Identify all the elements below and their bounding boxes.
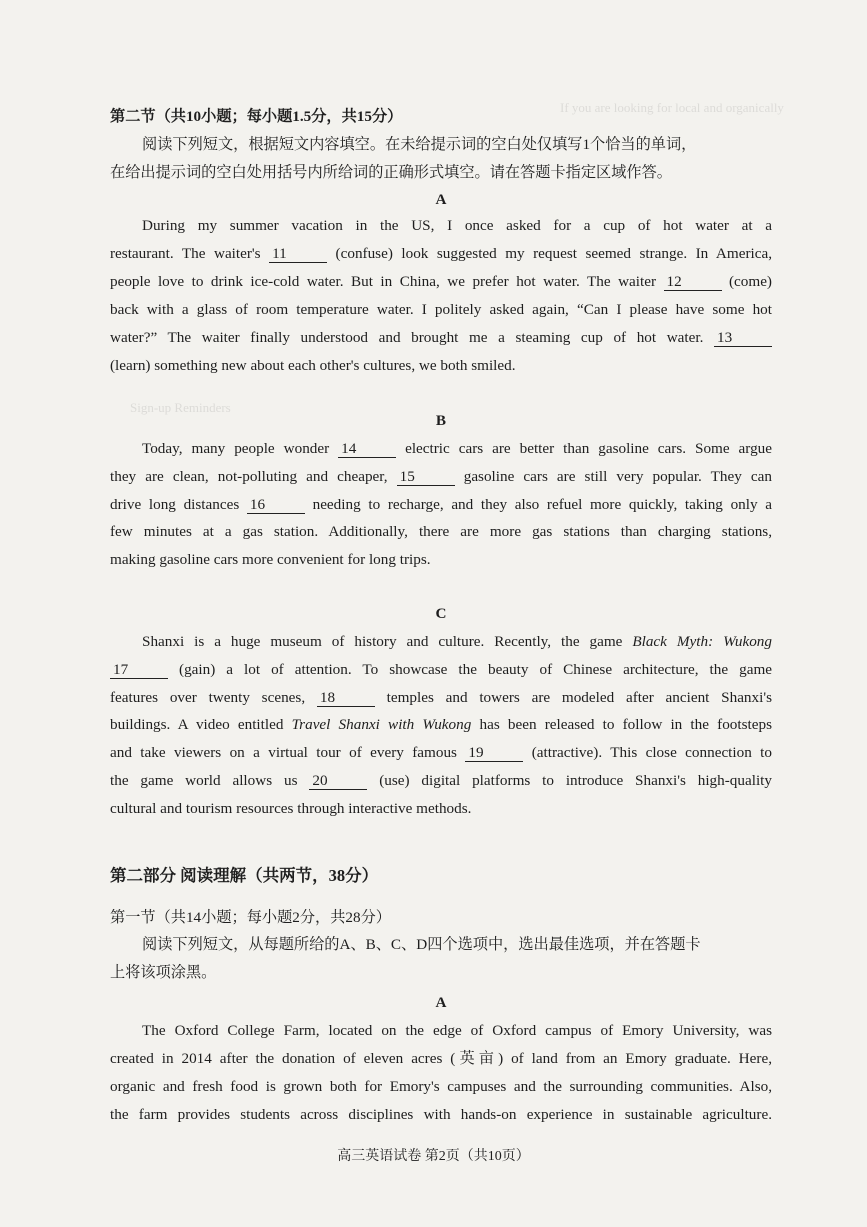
passage-line: Shanxi is a huge museum of history and culture. Recently, the game Black Myth: Wukong	[142, 633, 772, 650]
page-footer: 高三英语试卷 第2页（共10页）	[337, 1149, 530, 1164]
blank-15: 15	[397, 468, 455, 486]
passage-label: B	[435, 412, 447, 429]
passage-line: buildings. A video entitled Travel Shanxi with Wukong has been released to follow in the footsteps	[110, 716, 772, 733]
passage-line: making gasoline cars more convenient for long trips.	[110, 551, 431, 568]
section-instruction: 上将该项涂黑。	[110, 964, 217, 981]
section-title: 第二节（共10小题；每小题1.5分，共15分）	[110, 108, 403, 125]
passage-line: restaurant. The waiter's 11 (confuse) look suggested my request seemed strange. In America,	[110, 245, 773, 262]
passage-line: (learn) something new about each other's cultures, we both smiled.	[110, 357, 516, 374]
part-title: 第二部分 阅读理解（共两节，38分）	[110, 866, 379, 885]
blank-13: 13	[714, 329, 772, 347]
passage-line: The Oxford College Farm, located on the edge of Oxford campus of Emory University, was	[142, 1022, 772, 1039]
blank-11: 11	[269, 245, 327, 263]
passage-line: water?” The waiter finally understood and brought me a steaming cup of hot water. 13	[110, 328, 772, 348]
passage-line: back with a glass of room temperature water. I politely asked again, “Can I please have some hot	[110, 301, 772, 318]
passage-label: C	[435, 605, 447, 622]
section-instruction: 在给出提示词的空白处用括号内所给词的正确形式填空。请在答题卡指定区域作答。	[110, 164, 672, 181]
passage-line: features over twenty scenes, 18 temples and towers are modeled after ancient Shanxi's	[110, 689, 772, 706]
passage-line: they are clean, not-polluting and cheaper, 15 gasoline cars are still very popular. They can	[110, 468, 772, 485]
passage-line: the game world allows us 20 (use) digital platforms to introduce Shanxi's high-quality	[110, 772, 772, 789]
passage-line: people love to drink ice-cold water. But in China, we prefer hot water. The waiter 12 (come)	[110, 273, 772, 290]
passage-line: drive long distances 16 needing to recharge, and they also refuel more quickly, taking only a	[110, 496, 772, 513]
blank-18: 18	[317, 689, 375, 707]
passage-line: During my summer vacation in the US, I once asked for a cup of hot water at a	[142, 217, 772, 234]
passage-line: Today, many people wonder 14 electric cars are better than gasoline cars. Some argue	[142, 440, 773, 457]
blank-16: 16	[247, 496, 305, 514]
blank-12: 12	[664, 273, 722, 291]
blank-19: 19	[465, 744, 523, 762]
passage-label: A	[435, 994, 447, 1011]
section-instruction: 阅读下列短文，根据短文内容填空。在未给提示词的空白处仅填写1个恰当的单词，	[142, 136, 697, 153]
blank-17: 17	[110, 661, 168, 679]
passage-line: and take viewers on a virtual tour of every famous 19 (attractive). This close connection to	[110, 744, 772, 761]
section-title: 第一节（共14小题；每小题2分，共28分）	[110, 909, 391, 926]
section-instruction: 阅读下列短文，从每题所给的A、B、C、D四个选项中，选出最佳选项，并在答题卡	[142, 936, 701, 953]
bleed-through-text: Sign-up Reminders	[130, 400, 231, 415]
passage-label: A	[435, 191, 447, 208]
passage-line: cultural and tourism resources through interactive methods.	[110, 800, 472, 817]
passage-line: created in 2014 after the donation of eleven acres (英亩) of land from an Emory graduate. Here,	[110, 1050, 772, 1067]
passage-line: the farm provides students across disciplines with hands-on experience in sustainable agriculture.	[110, 1106, 772, 1123]
passage-line: 17 (gain) a lot of attention. To showcase the beauty of Chinese architecture, the game	[110, 660, 772, 680]
passage-line: organic and fresh food is grown both for Emory's campuses and the surrounding communities. Also,	[110, 1078, 772, 1095]
blank-20: 20	[309, 772, 367, 790]
passage-line: few minutes at a gas station. Additionally, there are more gas stations than charging stations,	[110, 523, 772, 540]
bleed-through-text: If you are looking for local and organically	[560, 100, 784, 115]
blank-14: 14	[338, 440, 396, 458]
